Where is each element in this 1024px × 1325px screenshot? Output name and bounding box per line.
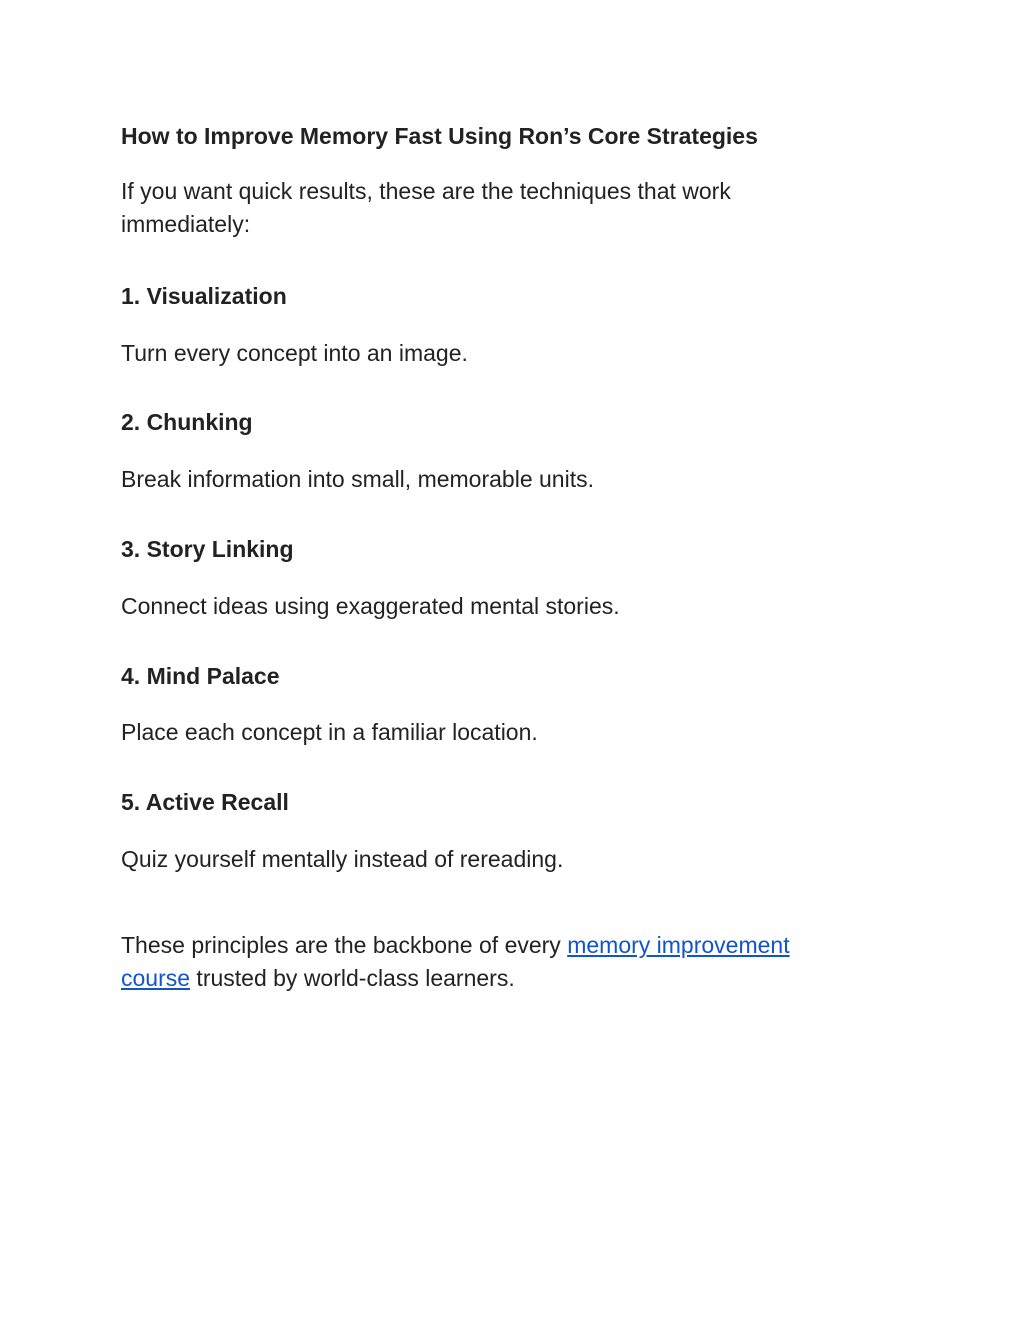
section-heading-chunking: 2. Chunking	[121, 409, 253, 435]
memory-improvement-course-link[interactable]: memory improvement course	[121, 932, 790, 991]
intro-paragraph: If you want quick results, these are the techniques that work immediately:	[121, 178, 731, 237]
section-heading-story-linking: 3. Story Linking	[121, 536, 294, 562]
section-text-chunking: Break information into small, memorable units.	[121, 466, 594, 492]
section-text-mind-palace: Place each concept in a familiar location.	[121, 719, 538, 745]
section-text-active-recall: Quiz yourself mentally instead of rereading.	[121, 846, 564, 872]
page-title: How to Improve Memory Fast Using Ron’s Core Strategies	[121, 123, 758, 149]
closing-paragraph	[121, 929, 861, 995]
closing-text-after: trusted by world-class learners.	[190, 965, 515, 991]
section-text-story-linking: Connect ideas using exaggerated mental stories.	[121, 593, 620, 619]
closing-text-before: These principles are the backbone of every	[121, 932, 568, 958]
section-heading-mind-palace: 4. Mind Palace	[121, 663, 280, 689]
section-text-visualization: Turn every concept into an image.	[121, 340, 468, 366]
section-heading-visualization: 1. Visualization	[121, 283, 287, 309]
section-heading-active-recall: 5. Active Recall	[121, 789, 289, 815]
